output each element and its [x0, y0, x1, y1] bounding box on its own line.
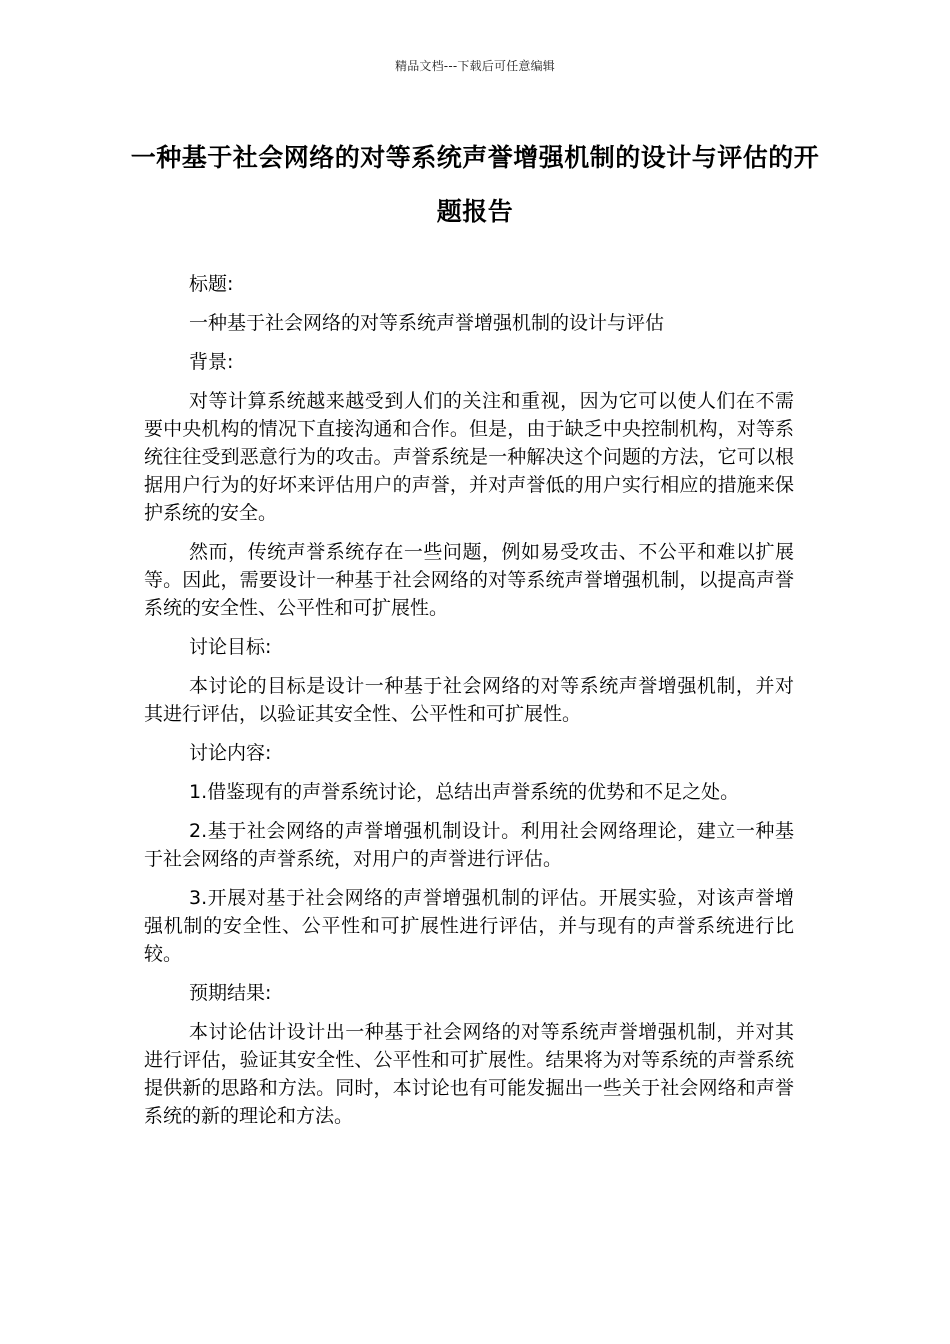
- document-body: [144, 270, 794, 1141]
- background-paragraph-1: 对等计算系统越来越受到人们的关注和重视，因为它可以使人们在不需要中央机构的情况下直接沟通和合作。但是，由于缺乏中央控制机构，对等系统往往受到恶意行为的攻击。声誉系统是一种解决这个问题的方法，它可以根据用户行为的好坏来评估用户的声誉，并对声誉低的用户实行相应的措施来保护系统的安全。: [144, 390, 794, 524]
- content-item-1: 1.借鉴现有的声誉系统讨论，总结出声誉系统的优势和不足之处。: [189, 781, 740, 803]
- label-content: 讨论内容:: [189, 742, 272, 764]
- expected-results-paragraph: 本讨论估计设计出一种基于社会网络的对等系统声誉增强机制，并对其进行评估，验证其安全性、公平性和可扩展性。结果将为对等系统的声誉系统提供新的思路和方法。同时，本讨论也有可能发掘出一些关于社会网络和声誉系统的新的理论和方法。: [144, 1021, 794, 1127]
- document-title: 一种基于社会网络的对等系统声誉增强机制的设计与评估的开题报告: [130, 143, 820, 226]
- label-objective: 讨论目标:: [189, 636, 272, 658]
- label-title: 标题:: [189, 273, 234, 295]
- header-note: 精品文档---下载后可任意编辑: [395, 59, 555, 73]
- content-item-3: 3.开展对基于社会网络的声誉增强机制的评估。开展实验，对该声誉增强机制的安全性、公平性和可扩展性进行评估，并与现有的声誉系统进行比较。: [144, 887, 794, 965]
- background-paragraph-2: 然而，传统声誉系统存在一些问题，例如易受攻击、不公平和难以扩展等。因此，需要设计一种基于社会网络的对等系统声誉增强机制，以提高声誉系统的安全性、公平性和可扩展性。: [144, 541, 794, 619]
- title-text: 一种基于社会网络的对等系统声誉增强机制的设计与评估: [189, 312, 665, 334]
- content-item-2: 2.基于社会网络的声誉增强机制设计。利用社会网络理论，建立一种基于社会网络的声誉系统，对用户的声誉进行评估。: [144, 820, 794, 870]
- label-background: 背景:: [189, 351, 234, 373]
- label-expected-results: 预期结果:: [189, 982, 272, 1004]
- objective-paragraph: 本讨论的目标是设计一种基于社会网络的对等系统声誉增强机制，并对其进行评估，以验证其安全性、公平性和可扩展性。: [144, 675, 794, 725]
